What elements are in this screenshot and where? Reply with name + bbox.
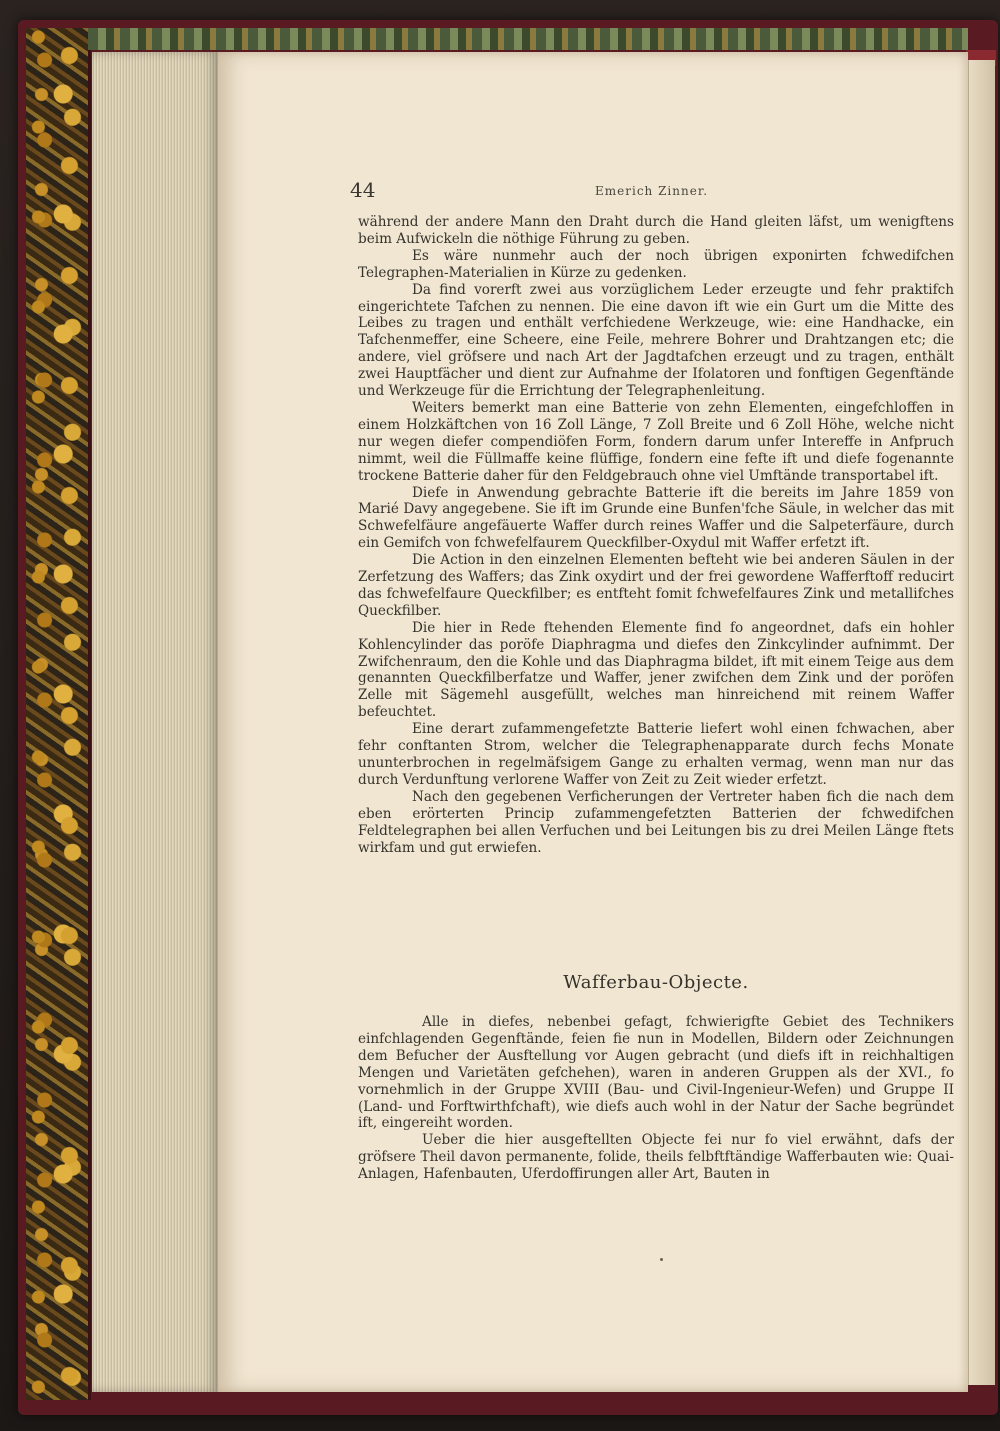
book-spine-edge: [88, 28, 968, 50]
paragraph: Diefe in Anwendung gebrachte Batterie ift die bereits im Jahre 1859 von Marié Davy angegebene. Sie ift im Grunde eine Bunfen'fche Säule, in welcher das mit Schwefelfäure angefäuerte Waffer durch reines Waffer und die Salpeterfäure, durch ein Gemifch von fchwefelfaurem Queckfilber-Oxydul mit Waffer erfetzt ift.: [358, 484, 954, 552]
paragraph: Da find vorerft zwei aus vorzüglichem Leder erzeugte und fehr praktifch eingerichtete Tafchen zu nennen. Die eine davon ift wie ein Gurt um die Mitte des Leibes zu tragen und enthält verfchiedene Werkzeuge, wie: eine Handhacke, ein Tafchenmeffer, eine Scheere, eine Feile, mehrere Bohrer und Drahtzangen etc; die andere, viel gröfsere und nach Art der Jagdtafchen erzeugt und zu tragen, enthält zwei Hauptfächer und dient zur Aufnahme der Ifolatoren und fonftigen Gegenftände und Werkzeuge für die Errichtung der Telegraphenleitung.: [358, 281, 954, 400]
paragraph: Eine derart zufammengefetzte Batterie liefert wohl einen fchwachen, aber fehr conftanten Strom, welcher die Telegraphenapparate durch fechs Monate ununterbrochen in regelmäfsigem Gange zu erhalten vermag, wenn man nur das durch Verdunftung verlorene Waffer von Zeit zu Zeit wieder erfetzt.: [358, 721, 954, 788]
paragraph: Nach den gegebenen Verficherungen der Vertreter haben fich die nach dem eben erörterten Princip zufammengefetzten Batterien der fchwedifchen Feldtelegraphen bei allen Verfuchen und bei Leitungen bis zu drei Meilen Länge ftets wirkfam und gut erwiefen.: [358, 788, 954, 856]
paragraph: Die hier in Rede ftehenden Elemente find fo angeordnet, dafs ein hohler Kohlencylinder das poröfe Diaphragma und diefes den Zinkcylinder aufnimmt. Der Zwifchenraum, den die Kohle und das Diaphragma bildet, ift mit einem Teige aus dem genannten Queckfilberfatze und Waffer, jener zwifchen dem Zink und der poröfen Zelle mit Sägemehl ausgefüllt, welches man hinreichend mit reinem Waffer befeuchtet.: [358, 619, 954, 721]
marbled-endpaper: [26, 28, 91, 1400]
page-header: [350, 178, 950, 208]
paragraph: Es wäre nunmehr auch der noch übrigen exponirten fchwedifchen Telegraphen-Materialien in Kürze zu gedenken.: [358, 247, 954, 281]
paragraph: Weiters bemerkt man eine Batterie von zehn Elementen, eingefchloffen in einem Holzkäftchen von 16 Zoll Länge, 7 Zoll Breite und 6 Zoll Höhe, welche nicht nur wegen diefer compendiöfen Form, fondern darum unfer Intereffe in Anfpruch nimmt, weil die Füllmaffe keine flüffige, fondern eine fefte ift und diefe fogenannte trockene Batterie daher für den Feldgebrauch ohne viel Umftände transportabel ift.: [358, 399, 954, 484]
section-text: [358, 1014, 954, 1183]
paragraph: während der andere Mann den Draht durch die Hand gleiten läfst, um wenigftens beim Aufwickeln die nöthige Führung zu geben.: [358, 214, 954, 247]
paragraph: Alle in diefes, nebenbei gefagt, fchwierigfte Gebiet des Technikers einfchlagenden Gegenftände, feien fie nun in Modellen, Bildern oder Zeichnungen dem Befucher der Ausftellung vor Augen gebracht (und diefs ift in reichhaltigen Mengen und Varietäten gefchehen), waren in anderen Gruppen als der XVI., fo vornehmlich in der Gruppe XVIII (Bau- und Civil-Ingenieur-Wefen) und Gruppe II (Land- und Forftwirthfchaft), wie diefs auch wohl in der Natur der Sache begründet ift, eingereiht worden.: [358, 1014, 954, 1132]
page-block-edges: [92, 52, 218, 1392]
paragraph: Die Action in den einzelnen Elementen befteht wie bei anderen Säulen in der Zerfetzung des Waffers; das Zink oxydirt und der frei gewordene Wafferftoff reducirt das fchwefelfaure Queckfilber; es entfteht fomit fchwefelfaures Zink und metallifches Queckfilber.: [358, 552, 954, 619]
facing-page-edge: [968, 60, 995, 1385]
section-heading: Wafferbau-Objecte.: [563, 972, 749, 993]
main-text: [358, 214, 954, 856]
ink-speck: [660, 1258, 663, 1261]
page-number: 44: [350, 178, 376, 202]
running-head: Emerich Zinner.: [595, 184, 709, 198]
paragraph: Ueber die hier ausgeftellten Objecte fei nur fo viel erwähnt, dafs der gröfsere Theil davon permanente, folide, theils felbftftändige Wafferbauten wie: Quai-Anlagen, Hafenbauten, Uferdoffirungen aller Art, Bauten in: [358, 1132, 954, 1183]
